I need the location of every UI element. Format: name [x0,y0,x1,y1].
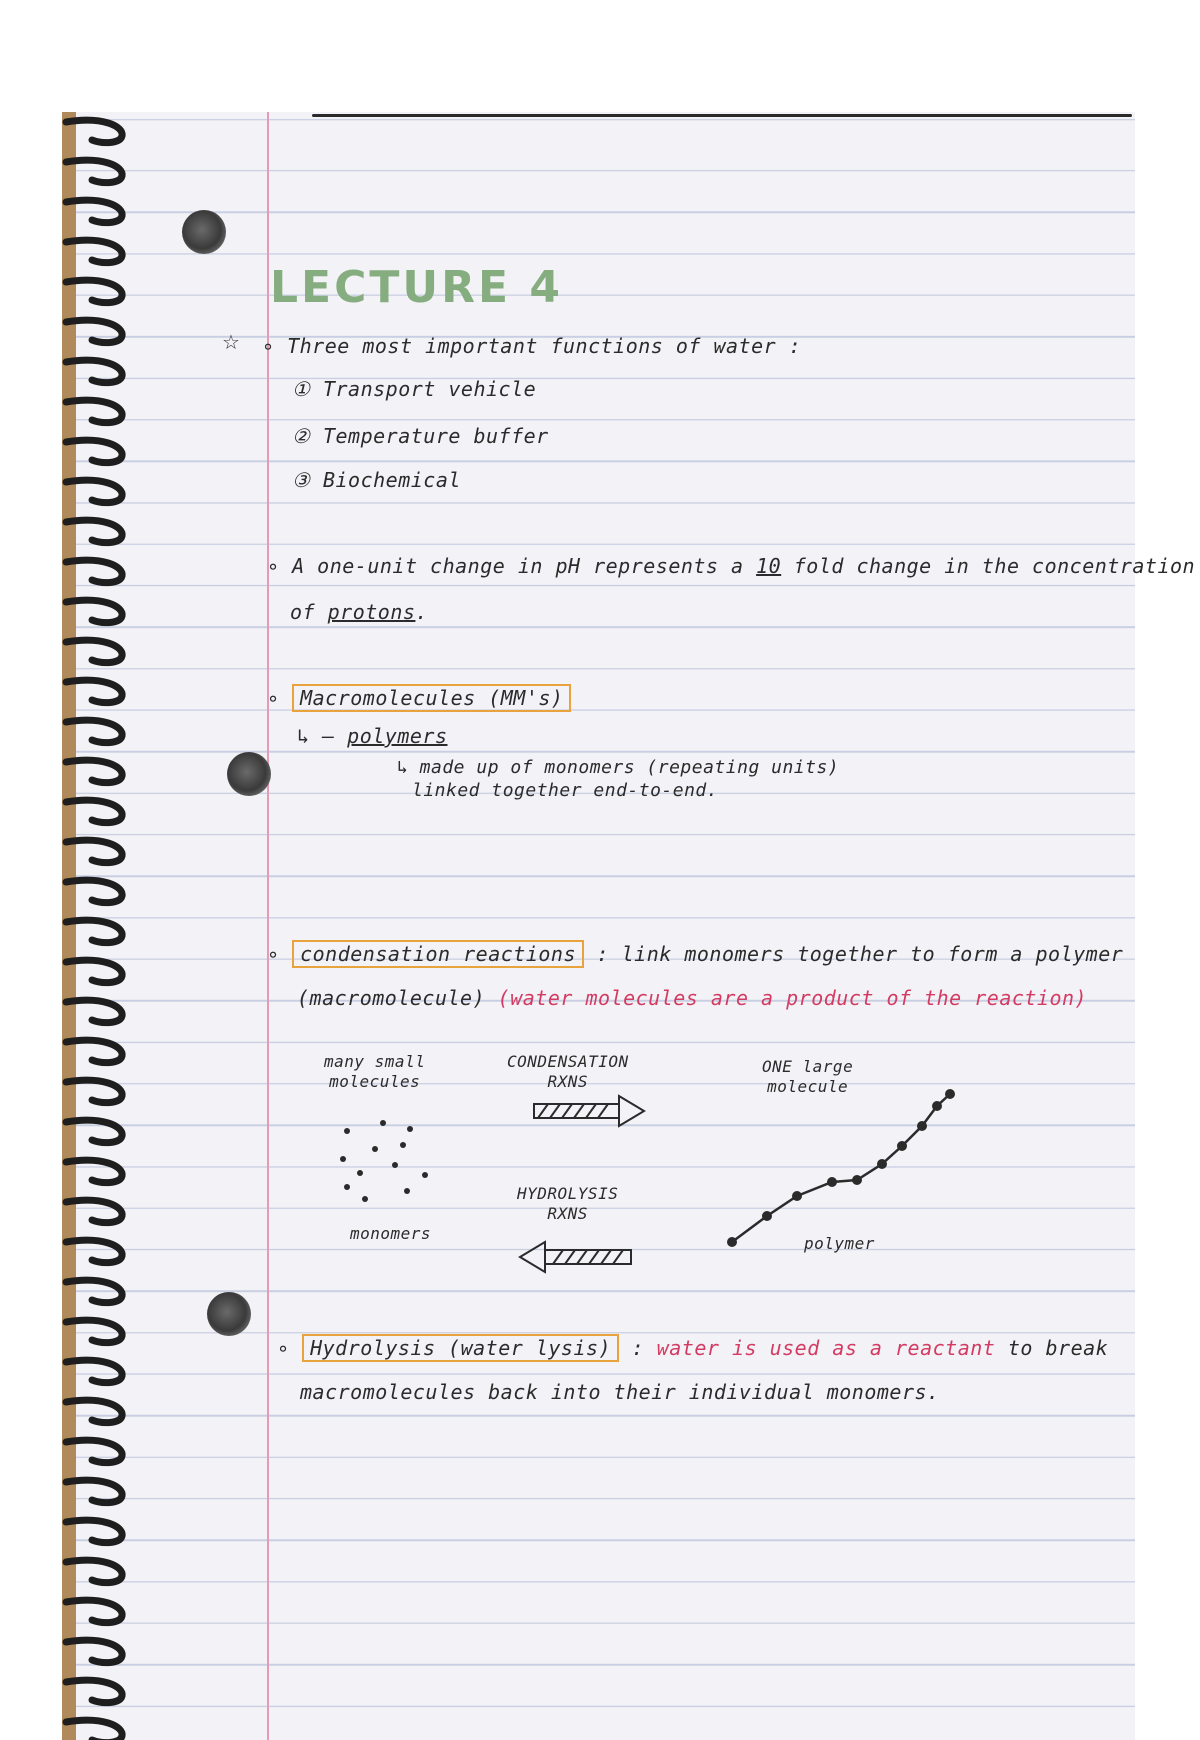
ph-note-period: . [415,600,428,624]
water-function-item: ① Transport vehicle [292,377,537,401]
ph-note-line2 [290,600,428,624]
ph-note-of: of [290,600,316,624]
ph-note-line1 [267,554,1195,578]
sub-arrow: ↳ – [297,724,335,748]
hydrolysis-end: to break [1007,1336,1109,1360]
condensation-arrow [532,1094,647,1128]
many-small-molecules-label: many small molecules [324,1052,426,1091]
ph-note-end: fold change in the concentration [793,554,1196,578]
one-large-molecule-label: ONE large molecule [762,1057,854,1096]
water-function-item: ② Temperature buffer [292,424,549,448]
punch-hole-bottom [207,1292,251,1336]
monomers-detail-2: linked together end-to-end. [412,780,719,801]
polymer-label: polymer [804,1234,875,1253]
condensation-def: : link monomers together to form a polymer [596,942,1124,966]
hydrolysis-line2: macromolecules back into their individual monomers. [300,1380,940,1404]
hydrolysis-arrow [517,1240,635,1274]
polymers-term: polymers [347,724,448,748]
ph-protons: protons [327,600,416,624]
polymers-line [297,724,448,748]
hydrolysis-colon: : [631,1336,645,1360]
water-reactant-note: water is used as a reactant [656,1336,996,1360]
condensation-rxns-label: CONDENSATION RXNS [507,1052,629,1091]
bullet: ∘ [267,942,280,966]
page-title: LECTURE 4 [270,262,563,313]
ph-fold-value: 10 [756,554,782,578]
water-function-item: ③ Biochemical [292,468,461,492]
page-top-line [312,114,1132,117]
monomers-detail-1: ↳ made up of monomers (repeating units) [397,757,840,778]
spiral-binding [62,112,142,1740]
condensation-line2 [297,986,1087,1010]
hydrolysis-term-box: Hydrolysis (water lysis) [302,1334,619,1362]
water-functions-intro: ∘ Three most important functions of water : [262,334,802,358]
monomers-label: monomers [350,1224,432,1243]
punch-hole-middle [227,752,271,796]
condensation-line [267,940,1123,968]
bullet: ∘ [277,1336,290,1360]
star-icon: ☆ [222,330,240,354]
polymer-chain [722,1084,962,1254]
bullet: ∘ [267,686,280,710]
ph-note-start: ∘ A one-unit change in pH represents a [267,554,744,578]
macromolecules-term-box: Macromolecules (MM's) [292,684,571,712]
water-product-note: (water molecules are a product of the reaction) [497,986,1088,1010]
condensation-term-box: condensation reactions [292,940,584,968]
hydrolysis-line [277,1334,1108,1362]
hydrolysis-rxns-label: HYDROLYSIS RXNS [517,1184,619,1223]
punch-hole-top [182,210,226,254]
macromolecules-line [267,684,571,712]
notebook-page [62,112,1196,1740]
macromolecule-paren: (macromolecule) [297,986,486,1010]
